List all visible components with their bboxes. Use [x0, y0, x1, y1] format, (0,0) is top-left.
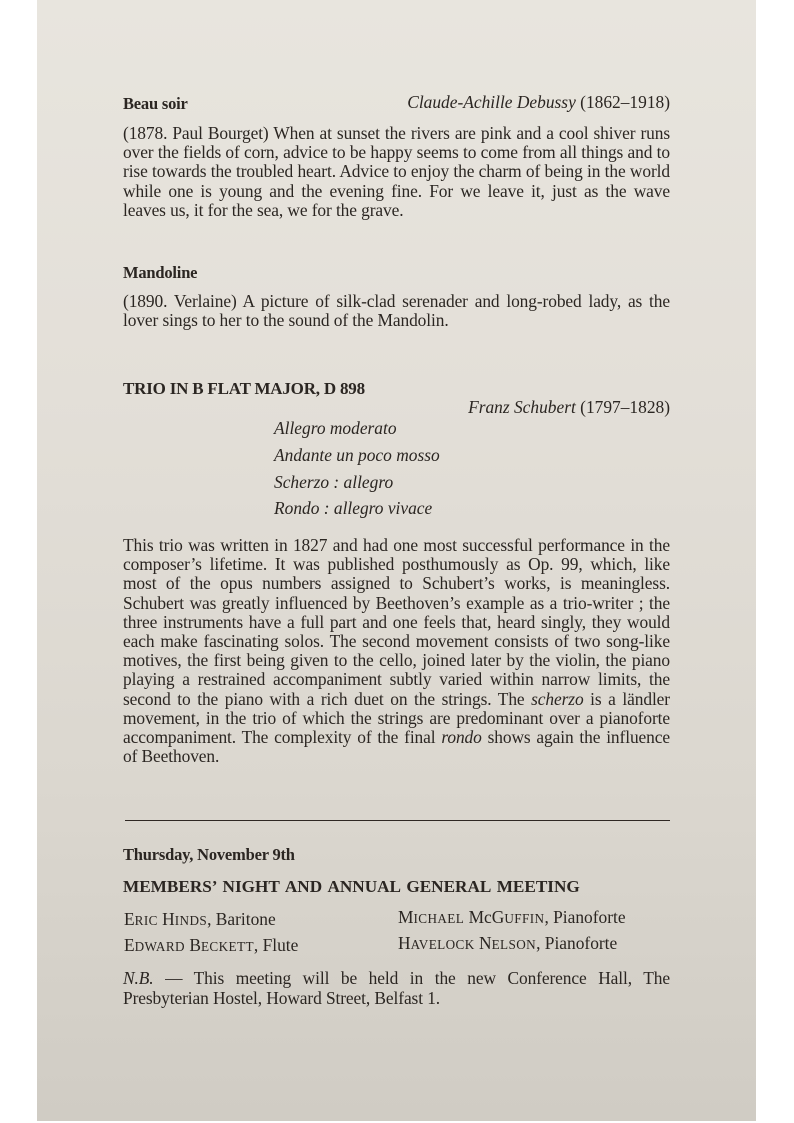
performer-first-initial: E [124, 935, 135, 955]
section-divider [125, 820, 670, 821]
performer-last-rest: ECKETT [200, 939, 254, 954]
composer-name: Claude-Achille Debussy [407, 92, 576, 112]
performer-instrument: , Flute [253, 935, 299, 955]
movement-1: Allegro moderato [274, 418, 397, 438]
performer-last-initial: McG [468, 907, 505, 927]
trio-description-part-1: This trio was written in 1827 and had one most successful performance in the composer’s lifetime. It was published posthumously as Op. 99, which, like most of the opus numbers assigned to Schubert’s works, is meaningless. Schubert was greatly influenced by Beethoven’s example as a trio-writer ; the three instruments have a full part and one feels that, heard singly, they would each make fascinating solos. The second movement consists of two song-like motives, the first being given to the cello, joined later by the violin, the piano playing a restrained accompaniment subtly varied within narrow limits, the second to the piano with a rich duet on the strings. The [123, 535, 670, 709]
performer-first-initial: M [398, 907, 414, 927]
movement-3: Scherzo : allegro [274, 472, 394, 492]
performer-first-rest: AVELOCK [410, 937, 475, 952]
performer-first-initial: E [124, 909, 135, 929]
event-date: Thursday, November 9th [123, 845, 295, 864]
performer-last-rest: ELSON [491, 937, 537, 952]
song-description-beau-soir: (1878. Paul Bourget) When at sunset the rivers are pink and a cool shiver runs over the fields of corn, advice to be happy seems to come from all things and to rise towards the troubled heart. Advice to enjoy the charm of being in the world while one is young and the evening fine. For we leave it, just as the wave leaves us, it for the sea, we for the grave. [123, 123, 670, 220]
composer-dates: (1862–1918) [580, 92, 670, 112]
performer-first-rest: RIC [134, 913, 158, 928]
trio-title: TRIO IN B FLAT MAJOR, D 898 [123, 379, 365, 398]
event-title: MEMBERS’ NIGHT AND ANNUAL GENERAL MEETING [123, 877, 580, 896]
performer-last-initial: N [479, 933, 492, 953]
performer-last-rest: INDS [174, 913, 208, 928]
performer-instrument: , Pianoforte [544, 907, 626, 927]
trio-description-part-2: is a ländler movement, in the trio of which the strings are predominant over a pianoforte accompaniment. The complexity of the final [123, 688, 670, 748]
composer-name: Franz Schubert [468, 397, 576, 417]
performer-last-rest: UFFIN [504, 911, 545, 926]
trio-description-part-3: shows again the influence of Beethoven. [123, 727, 670, 767]
performer-instrument: , Pianoforte [536, 933, 618, 953]
trio-description [123, 536, 670, 766]
composer-dates: (1797–1828) [580, 397, 670, 417]
performer-eric-hinds [124, 909, 276, 930]
song-composer-line [350, 92, 670, 113]
rondo-term: rondo [441, 727, 482, 748]
performer-michael-mcguffin [398, 907, 626, 928]
performer-first-initial: H [398, 933, 411, 953]
performer-havelock-nelson [398, 933, 617, 954]
song-title-beau-soir: Beau soir [123, 94, 188, 113]
performer-first-rest: DWARD [134, 939, 185, 954]
performer-edward-beckett [124, 935, 298, 956]
note-label: N.B. [123, 968, 154, 988]
movement-4: Rondo : allegro vivace [274, 498, 433, 518]
scherzo-term: scherzo [531, 688, 584, 709]
performer-instrument: , Baritone [207, 909, 276, 929]
performer-first-rest: ICHAEL [413, 911, 465, 926]
performer-last-initial: B [189, 935, 201, 955]
song-description-mandoline: (1890. Verlaine) A picture of silk-clad serenader and long-robed lady, as the lover sings to her to the sound of the Mandolin. [123, 291, 670, 331]
event-note [123, 968, 670, 1008]
song-title-mandoline: Mandoline [123, 263, 198, 282]
performer-last-initial: H [162, 909, 175, 929]
note-text: — This meeting will be held in the new Conference Hall, The Presbyterian Hostel, Howard Street, Belfast 1. [123, 968, 670, 1008]
trio-composer-line [350, 397, 670, 418]
movement-2: Andante un poco mosso [274, 445, 440, 465]
